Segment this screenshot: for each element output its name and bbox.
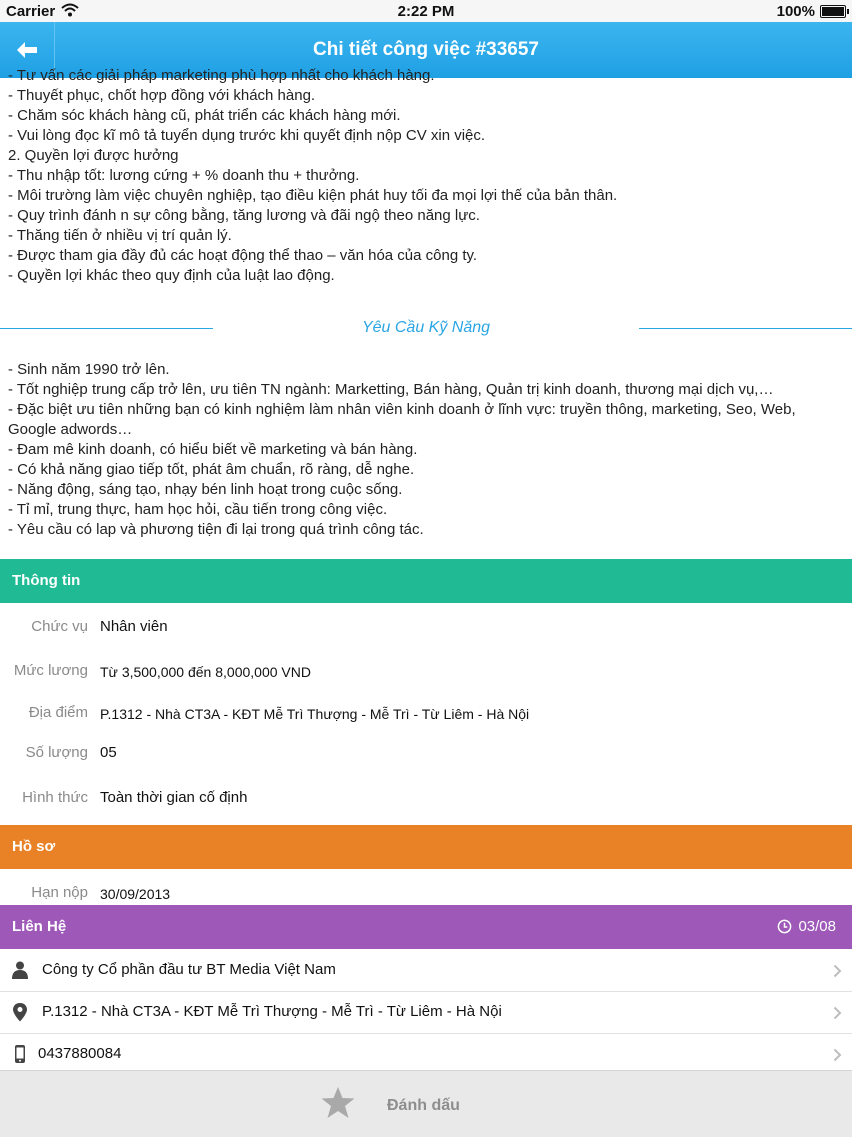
- profile-section-header: [0, 825, 852, 869]
- chevron-right-icon: [833, 1048, 842, 1062]
- person-icon: [10, 960, 30, 980]
- info-value: 05: [100, 744, 117, 761]
- description-line: - Thuyết phục, chốt hợp đồng với khách hàng.: [8, 87, 316, 104]
- description-line: - Quyền lợi khác theo quy định của luật lao động.: [8, 267, 335, 284]
- description-line: - Được tham gia đầy đủ các hoạt động thể thao – văn hóa của công ty.: [8, 247, 478, 264]
- profile-section-title: Hồ sơ: [12, 838, 56, 855]
- contact-phone: 0437880084: [38, 1045, 122, 1062]
- description-line: - Thăng tiến ở nhiều vị trí quản lý.: [8, 227, 232, 244]
- contact-company-row[interactable]: [0, 950, 852, 992]
- location-pin-icon: [10, 1002, 30, 1022]
- info-row-location: [0, 701, 852, 741]
- skill-line: - Tốt nghiệp trung cấp trở lên, ưu tiên TN ngành: Marketting, Bán hàng, Quản trị kinh doanh, thương mại dịch vụ,…: [8, 381, 774, 398]
- info-value: Từ 3,500,000 đến 8,000,000 VND: [100, 664, 311, 680]
- status-time: 2:22 PM: [397, 3, 455, 20]
- status-bar: [0, 0, 852, 22]
- skill-line: - Có khả năng giao tiếp tốt, phát âm chuẩn, rõ ràng, dễ nghe.: [8, 461, 415, 478]
- skill-line: - Đam mê kinh doanh, có hiểu biết về marketing và bán hàng.: [8, 441, 418, 458]
- page-title: Chi tiết công việc #33657: [313, 39, 539, 60]
- clock-icon: [777, 919, 792, 934]
- skills-list: [8, 360, 844, 540]
- description-line: - Quy trình đánh n sự công bằng, tăng lương và đãi ngộ theo năng lực.: [8, 207, 480, 224]
- battery-icon: [820, 5, 846, 18]
- description-line: - Vui lòng đọc kĩ mô tả tuyển dụng trước khi quyết định nộp CV xin việc.: [8, 127, 486, 144]
- battery-indicator: [777, 3, 846, 20]
- skill-line: - Năng động, sáng tạo, nhạy bén linh hoạt trong cuộc sống.: [8, 481, 403, 498]
- contact-address: P.1312 - Nhà CT3A - KĐT Mễ Trì Thượng - Mễ Trì - Từ Liêm - Hà Nội: [42, 1003, 502, 1020]
- bookmark-button[interactable]: [0, 1070, 852, 1137]
- description-line: - Môi trường làm việc chuyên nghiệp, tạo điều kiện phát huy tối đa mọi lợi thế của bản thân.: [8, 187, 618, 204]
- skills-heading: [0, 318, 852, 340]
- info-value: Toàn thời gian cố định: [100, 789, 248, 806]
- description-line: - Chăm sóc khách hàng cũ, phát triển các khách hàng mới.: [8, 107, 401, 124]
- info-row-type: [0, 786, 852, 826]
- info-value: Nhân viên: [100, 618, 168, 635]
- info-label: Chức vụ: [31, 618, 88, 635]
- contact-date: [777, 918, 836, 935]
- back-arrow-icon: [16, 41, 38, 59]
- carrier-label: Carrier: [6, 3, 56, 20]
- skill-line: - Sinh năm 1990 trở lên.: [8, 361, 170, 378]
- info-value: P.1312 - Nhà CT3A - KĐT Mễ Trì Thượng - Mễ Trì - Từ Liêm - Hà Nội: [100, 706, 530, 722]
- star-icon: [320, 1086, 356, 1120]
- bookmark-label: Đánh dấu: [387, 1097, 460, 1114]
- job-description: [8, 66, 846, 286]
- contact-date-value: 03/08: [798, 918, 836, 935]
- info-section-title: Thông tin: [12, 572, 81, 589]
- info-row-position: [0, 615, 852, 655]
- skills-heading-label: Yêu Cầu Kỹ Năng: [361, 319, 491, 336]
- info-label: Mức lương: [13, 662, 88, 679]
- info-row-salary: [0, 659, 852, 699]
- job-detail-scroll[interactable]: [0, 67, 852, 1070]
- info-label: Địa điểm: [28, 704, 88, 721]
- description-line: 2. Quyền lợi được hưởng: [8, 147, 179, 164]
- info-section-header: [0, 559, 852, 603]
- description-line: - Tư vấn các giải pháp marketing phù hợp nhất cho khách hàng.: [8, 67, 435, 84]
- deadline-label: Hạn nộp: [31, 884, 88, 901]
- info-label: Số lượng: [25, 744, 88, 761]
- info-row-quantity: [0, 742, 852, 782]
- chevron-right-icon: [833, 1006, 842, 1020]
- skill-line: - Yêu cầu có lap và phương tiện đi lại trong quá trình công tác.: [8, 521, 424, 538]
- contact-section-header: [0, 905, 852, 949]
- skill-line: - Tỉ mỉ, trung thực, ham học hỏi, cầu tiến trong công việc.: [8, 501, 388, 518]
- deadline-value: 30/09/2013: [100, 886, 171, 902]
- battery-percent: 100%: [776, 3, 815, 20]
- info-label: Hình thức: [22, 789, 88, 806]
- description-line: - Thu nhập tốt: lương cứng + % doanh thu + thưởng.: [8, 167, 360, 184]
- skill-line: - Đặc biệt ưu tiên những bạn có kinh nghiệm làm nhân viên kinh doanh ở lĩnh vực: truyền thông, marketing, Seo, Web, Google adwords…: [8, 401, 796, 438]
- chevron-right-icon: [833, 964, 842, 978]
- contact-section-title: Liên Hệ: [12, 918, 67, 935]
- mobile-phone-icon: [10, 1044, 30, 1064]
- contact-company: Công ty Cổ phần đầu tư BT Media Việt Nam: [42, 961, 336, 978]
- contact-address-row[interactable]: [0, 992, 852, 1034]
